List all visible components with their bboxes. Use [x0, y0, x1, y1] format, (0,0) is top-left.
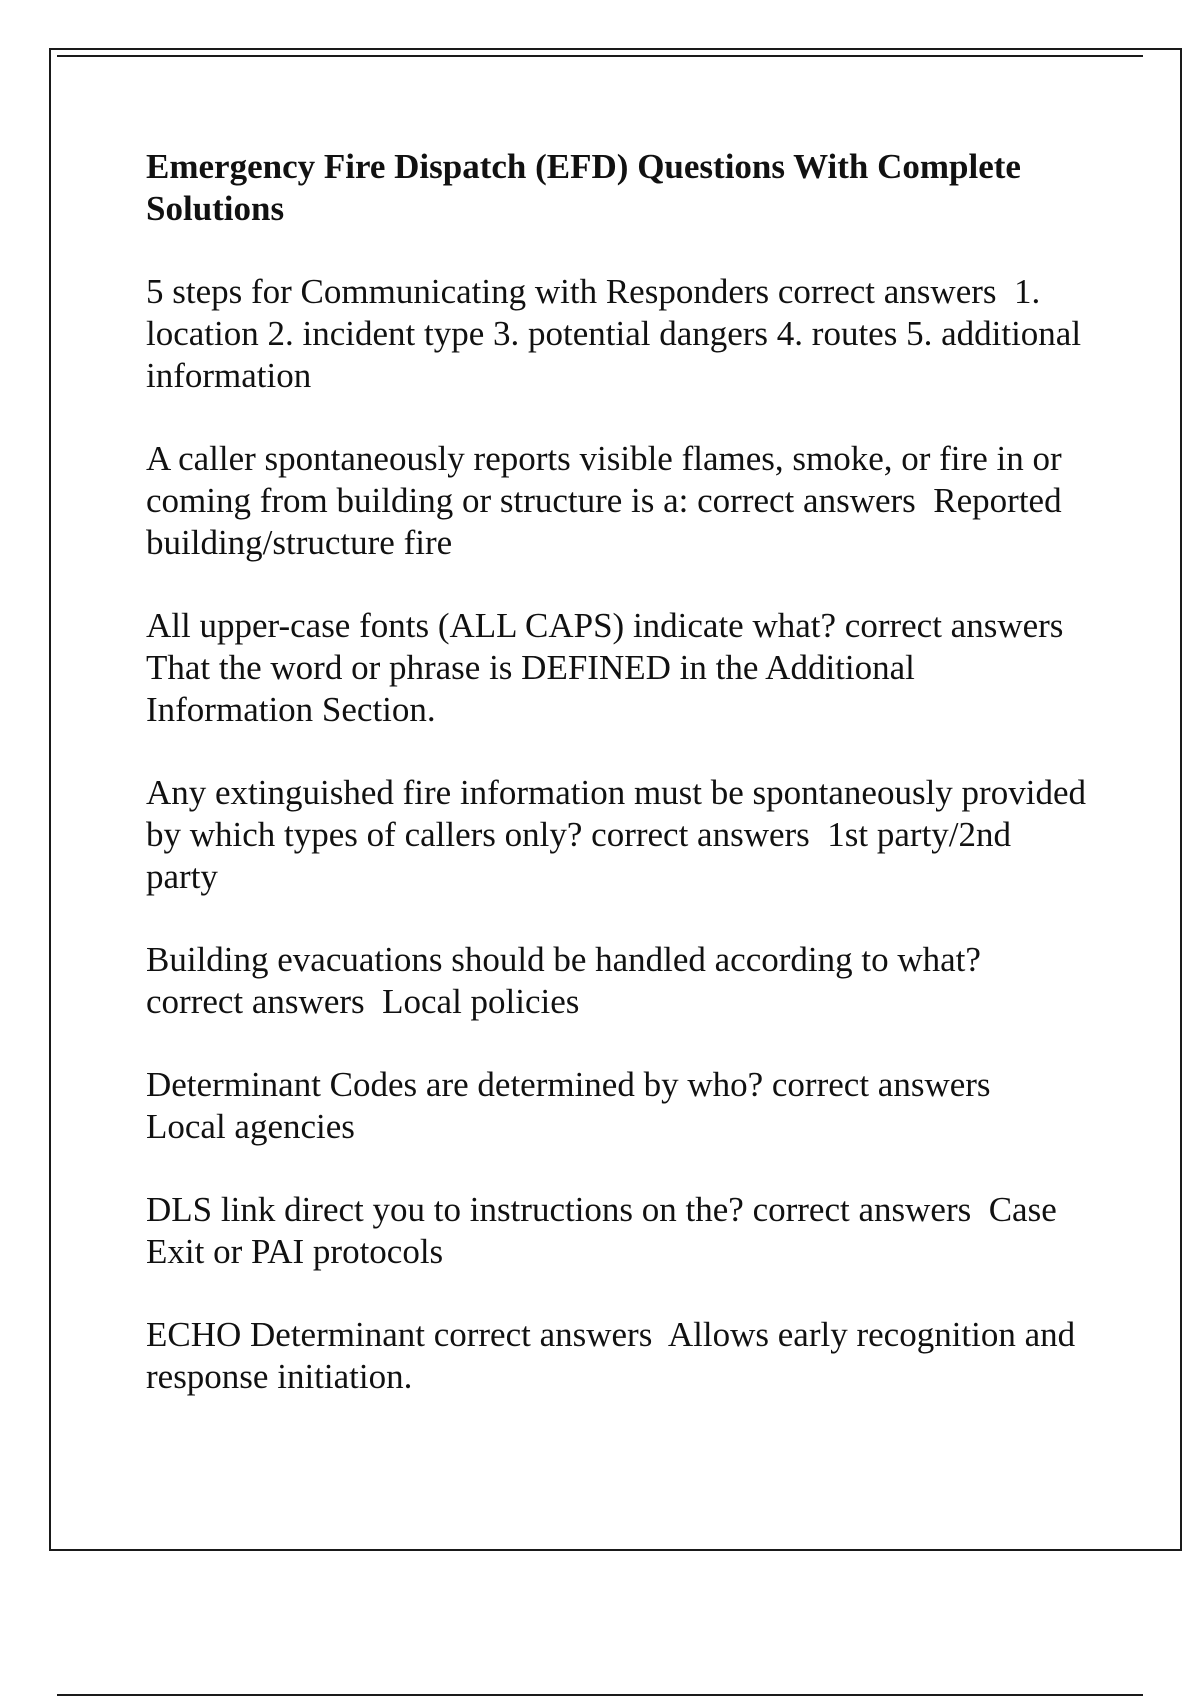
qa-item: Determinant Codes are determined by who? correct answers Local agencies	[146, 1065, 1009, 1146]
qa-item: All upper-case fonts (ALL CAPS) indicate what? correct answers That the word or phrase is DEFINED in the Additional Information Section.	[146, 606, 1081, 729]
qa-item: A caller spontaneously reports visible flames, smoke, or fire in or coming from building or structure is a: correct answers Reported building/structure fire	[146, 439, 1071, 562]
qa-item: DLS link direct you to instructions on the? correct answers Case Exit or PAI protocols	[146, 1190, 1066, 1271]
bottom-rule	[57, 1694, 1143, 1696]
qa-item: 5 steps for Communicating with Responders correct answers 1. location 2. incident type 3. potential dangers 4. routes 5. additional information	[146, 272, 1090, 395]
document-body	[146, 146, 1095, 1439]
qa-item: ECHO Determinant correct answers Allows early recognition and response initiation.	[146, 1315, 1084, 1396]
document-title: Emergency Fire Dispatch (EFD) Questions With Complete Solutions	[146, 147, 1021, 228]
qa-item: Building evacuations should be handled according to what? correct answers Local policies	[146, 940, 990, 1021]
top-rule	[57, 55, 1143, 57]
qa-item: Any extinguished fire information must be spontaneously provided by which types of callers only? correct answers 1st party/2nd party	[146, 773, 1095, 896]
